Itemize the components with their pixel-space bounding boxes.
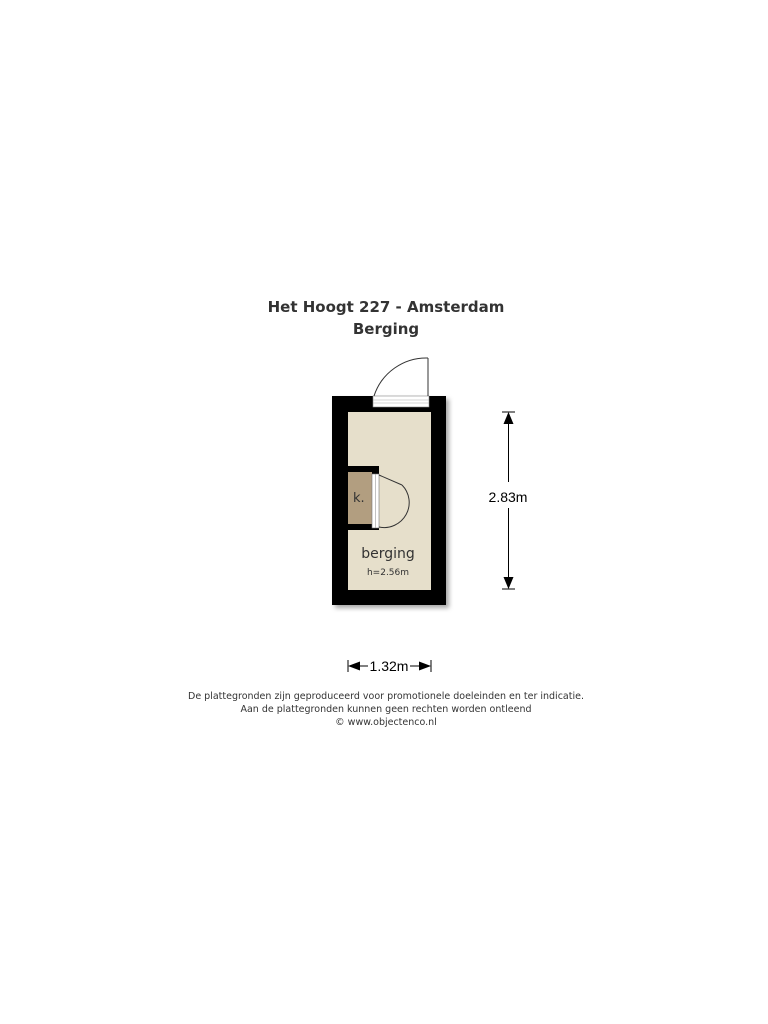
entrance-door-swing <box>374 358 428 396</box>
room-berging-label: berging <box>361 546 415 562</box>
disclaimer-line-2: Aan de plattegronden kunnen geen rechten worden ontleend <box>240 704 532 715</box>
copyright-line: © www.objectenco.nl <box>335 717 437 728</box>
entrance-door-opening <box>373 396 429 407</box>
plan-address-title: Het Hoogt 227 - Amsterdam <box>267 298 505 316</box>
width-dimension-label: 1.32m <box>369 658 409 674</box>
height-dimension-label: 2.83m <box>488 489 528 505</box>
room-height-label: h=2.56m <box>366 568 410 578</box>
disclaimer <box>0 690 768 729</box>
plan-floor-title: Berging <box>352 320 420 338</box>
closet-label: k. <box>353 491 365 506</box>
disclaimer-line-1: De plattegronden zijn geproduceerd voor promotionele doeleinden en ter indicatie. <box>188 691 584 702</box>
